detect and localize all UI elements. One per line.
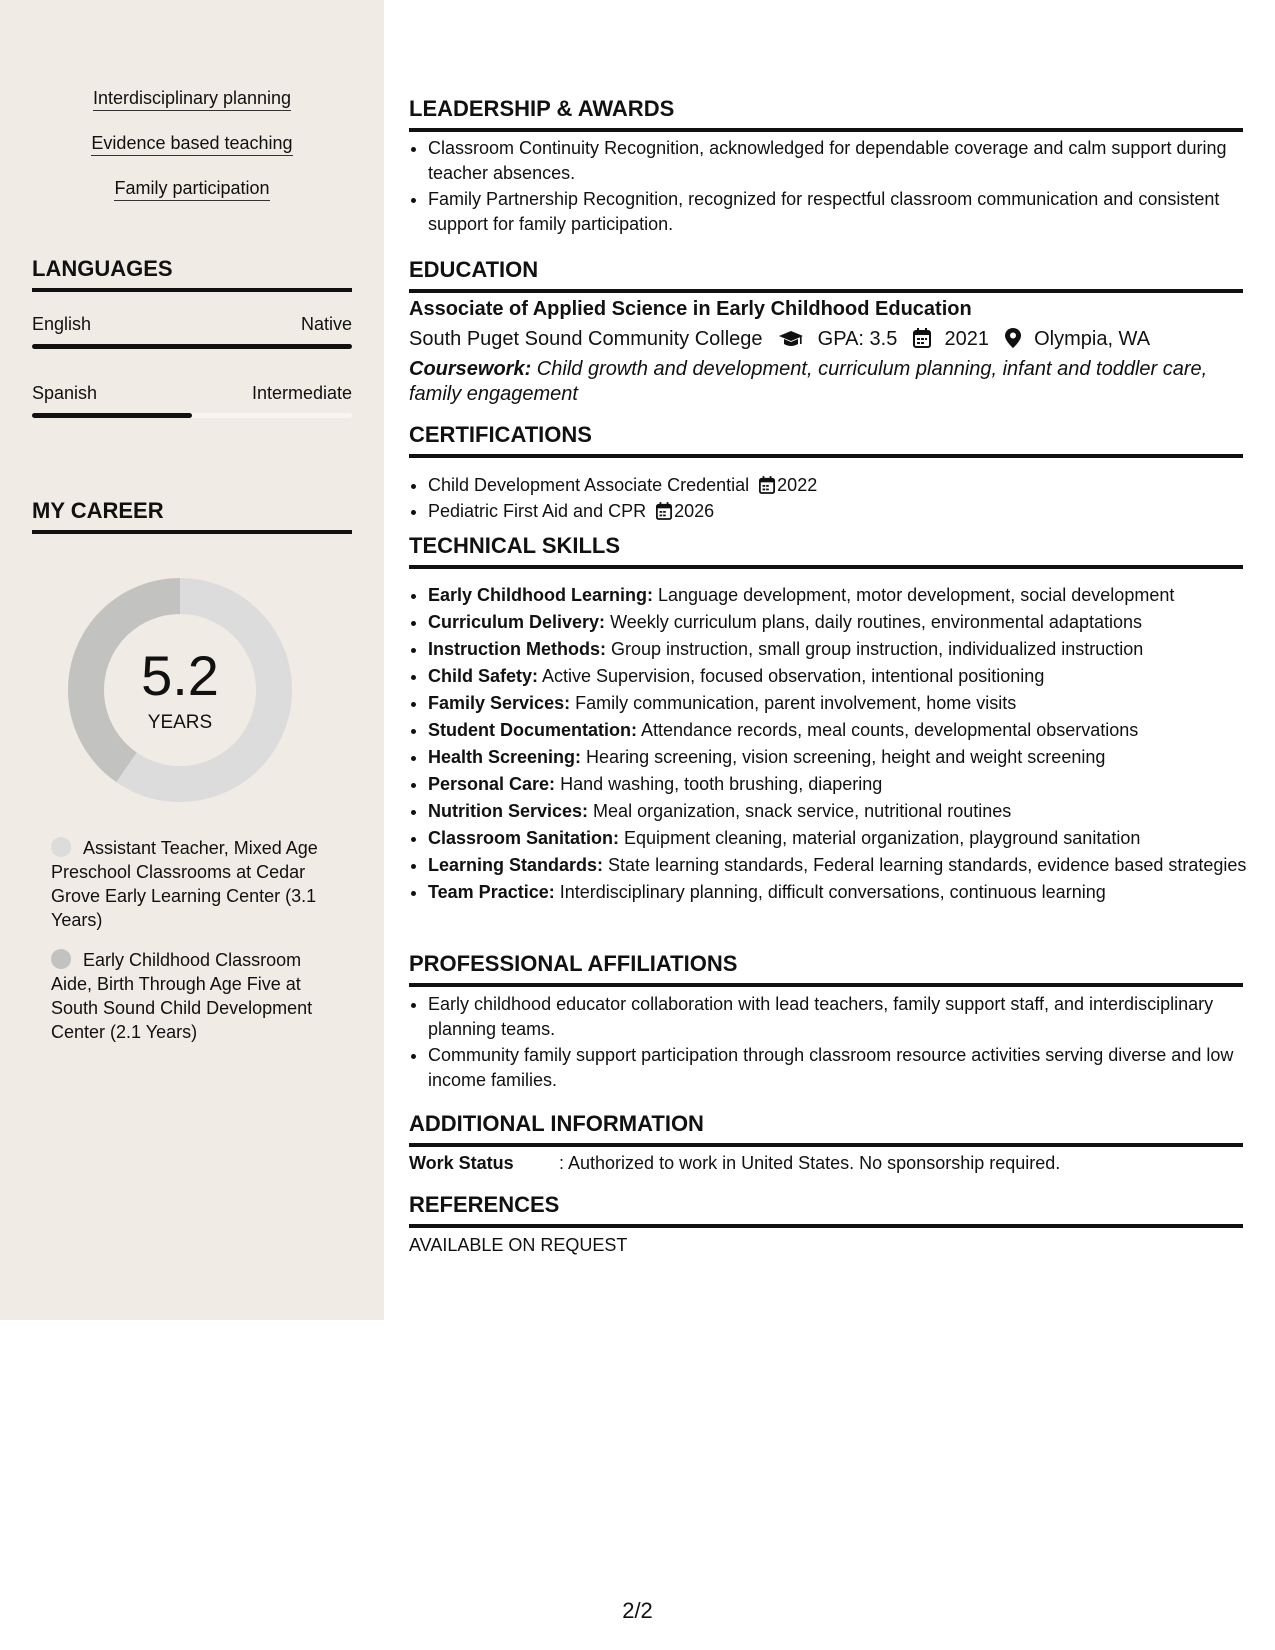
career-legend-dot — [51, 949, 71, 969]
additional-info-heading: ADDITIONAL INFORMATION — [409, 1111, 1243, 1147]
technical-skills-heading: TECHNICAL SKILLS — [409, 533, 1243, 569]
language-bar-fill — [32, 344, 352, 349]
list-item: • Nutrition Services: Meal organization, snack service, nutritional routines — [428, 799, 1262, 824]
certifications-list — [409, 473, 1262, 525]
language-row — [32, 383, 352, 404]
career-heading: MY CAREER — [32, 498, 352, 534]
skill-tag: Evidence based teaching — [0, 133, 384, 154]
list-item: • Family Services: Family communication, parent involvement, home visits — [428, 691, 1262, 716]
language-bar-fill — [32, 413, 192, 418]
affiliations-list — [409, 992, 1262, 1094]
calendar-icon — [913, 328, 931, 348]
education-heading: EDUCATION — [409, 257, 1243, 293]
language-level: Native — [300, 314, 352, 334]
leadership-list — [409, 136, 1262, 238]
school-name: South Puget Sound Community College — [409, 328, 763, 350]
language-level: Intermediate — [251, 383, 352, 403]
language-row — [32, 314, 352, 335]
graduation-year: 2021 — [944, 328, 989, 350]
sidebar — [0, 0, 384, 1320]
work-status-value: : Authorized to work in United States. No sponsorship required. — [559, 1153, 1061, 1173]
language-bar — [32, 413, 352, 418]
page-number: 2/2 — [622, 1598, 653, 1623]
language-bar — [32, 344, 352, 349]
map-pin-icon — [1005, 328, 1021, 348]
certifications-heading: CERTIFICATIONS — [409, 422, 1243, 458]
list-item: • Family Partnership Recognition, recognized for respectful classroom communication and consistent support for family participation. — [428, 187, 1262, 237]
list-item: • Child Safety: Active Supervision, focused observation, intentional positioning — [428, 664, 1262, 689]
career-entry: Early Childhood Classroom Aide, Birth Through Age Five at South Sound Child Development Center (2.1 Years) — [51, 950, 313, 1042]
references-text: AVAILABLE ON REQUEST — [409, 1235, 628, 1255]
technical-skills-list — [409, 583, 1262, 907]
career-entry: Assistant Teacher, Mixed Age Preschool Classrooms at Cedar Grove Early Learning Center (3.1 Years) — [51, 838, 318, 930]
career-unit: YEARS — [147, 712, 213, 733]
list-item: • Personal Care: Hand washing, tooth brushing, diapering — [428, 772, 1262, 797]
affiliations-heading: PROFESSIONAL AFFILIATIONS — [409, 951, 1243, 987]
education-location: Olympia, WA — [1034, 328, 1151, 350]
list-item: • Student Documentation: Attendance records, meal counts, developmental observations — [428, 718, 1262, 743]
skill-tag: Interdisciplinary planning — [0, 88, 384, 109]
skill-tag: Family participation — [0, 178, 384, 199]
languages-heading: LANGUAGES — [32, 256, 352, 292]
career-legend-dot — [51, 837, 71, 857]
gpa: GPA: 3.5 — [817, 328, 898, 350]
list-item: • Classroom Sanitation: Equipment cleaning, material organization, playground sanitation — [428, 826, 1262, 851]
work-status — [409, 1153, 1060, 1174]
list-item: • Child Development Associate Credential 2022 — [428, 473, 1262, 498]
language-name: English — [32, 314, 92, 334]
career-donut-chart — [60, 570, 300, 810]
list-item: • Curriculum Delivery: Weekly curriculum plans, daily routines, environmental adaptations — [428, 610, 1262, 635]
leadership-heading: LEADERSHIP & AWARDS — [409, 96, 1243, 132]
list-item: • Early Childhood Learning: Language development, motor development, social development — [428, 583, 1262, 608]
coursework: Coursework: Child growth and development, curriculum planning, infant and toddler care, family engagement — [409, 358, 1208, 405]
list-item: • Health Screening: Hearing screening, vision screening, height and weight screening — [428, 745, 1262, 770]
education-details — [409, 328, 1150, 351]
list-item: • Learning Standards: State learning standards, Federal learning standards, evidence based strategies — [428, 853, 1262, 878]
degree-title: Associate of Applied Science in Early Childhood Education — [409, 298, 972, 320]
career-total: 5.2 — [141, 644, 219, 707]
list-item: • Team Practice: Interdisciplinary planning, difficult conversations, continuous learning — [428, 880, 1262, 905]
calendar-icon — [759, 476, 775, 494]
language-name: Spanish — [32, 383, 98, 403]
list-item: • Community family support participation through classroom resource activities serving diverse and low income families. — [428, 1043, 1262, 1093]
calendar-icon — [656, 502, 672, 520]
list-item: • Classroom Continuity Recognition, acknowledged for dependable coverage and calm support during teacher absences. — [428, 136, 1262, 186]
work-status-label: Work Status — [409, 1153, 514, 1173]
list-item: • Instruction Methods: Group instruction, small group instruction, individualized instruction — [428, 637, 1262, 662]
list-item: • Early childhood educator collaboration with lead teachers, family support staff, and interdisciplinary planning teams. — [428, 992, 1262, 1042]
list-item: • Pediatric First Aid and CPR 2026 — [428, 499, 1262, 524]
references-heading: REFERENCES — [409, 1192, 1243, 1228]
graduation-cap-icon — [778, 330, 804, 348]
